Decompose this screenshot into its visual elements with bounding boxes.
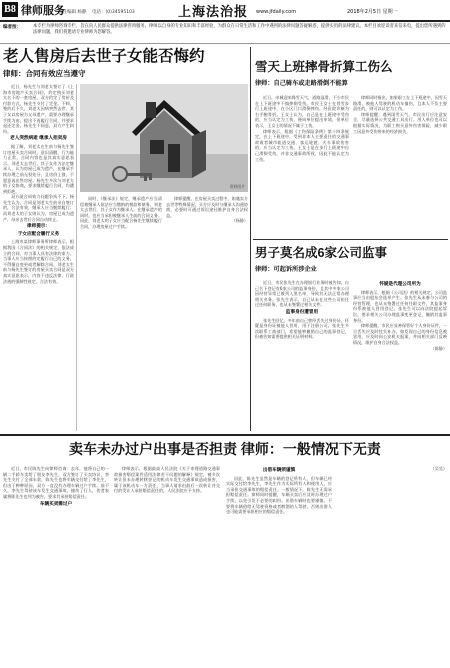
story1-col3 (166, 196, 248, 431)
phone-info: 电话：(0)34595103 (92, 10, 135, 15)
story4-col2 (114, 466, 220, 666)
story1-p5: 律师提醒，在房屋买卖过程中，如遇卖方去世等特殊情况，买方应及时与继承人沟通协商，必要时可通过诉讼途径维护自身合法权益。 (166, 196, 248, 218)
story1-p1: 据了解，刘老太在生前与杨先生签订房屋买卖合同时，意识清醒，行为能力正常，合同内容也是其真实意思表示。刘老太去世后，其子女作为法定继承人，认为房屋已成为遗产，在继承手续办理之前无权处分，且房价上涨，不愿意再出售房屋。杨先生多次与刘老太的子女协商，要求继续履行合同，均遭到拒绝。 (3, 143, 74, 194)
story1-lead: 近日，杨先生与刘老太签订了《上海市房地产买卖合同》，约定购买刘老太名下的一套房屋，双方约定了房价及付款方式，杨先生支付了定金。不料，签约后不久，刘老太因病突然去世，其子女以房屋为父母遗产、需要办理继承手续为由，提出不再履行合同，并要求退还定金。杨先生不同意，双方产生纠纷。 (3, 84, 74, 134)
story3-subhead-2: 怀疑是代理公司所为 (379, 282, 421, 287)
story4-p1: 近日，市民陈先生向律师咨询：去年，他将自己的一辆二手轿车卖给了朋友李先生，双方签订了买卖协议，李先生支付了全部车款，陈先生也将车辆交付给了李先生，但由于种种原因，双方一直没有办理车辆过户手续。前不久，李先生驾驶该车发生交通事故，撞伤了行人，伤者家属将陈先生也列为被告，要求其承担赔偿责任。 (3, 466, 109, 499)
story4-col1 (3, 466, 109, 666)
story2-col2 (353, 95, 447, 235)
story4-header (0, 440, 450, 458)
story1-col2 (80, 196, 162, 431)
story4-col4 (338, 466, 447, 666)
story2-p1: 近日，申城迎来降雪天气，道路湿滑，不少市民在上下班途中不慎摔倒受伤。市民王女士在冒雪步行上班途中，在小区门口滑倒摔伤，经医院诊断为右手腕骨折。王女士认为，自己是在上班途中受伤的，应当认定为工伤，便向单位提出申请，但单位表示，王女士的情况不属于工伤。 (255, 95, 349, 128)
column-divider (76, 84, 77, 431)
story4-p2: 律师表示，根据最高人民法院《关于审理道路交通事故损害赔偿案件适用法律若干问题的解释》规定，被多次转让但未办理转移登记的机动车发生交通事故造成损害，属于该机动车一方责任，当事人请求由最后一次转让并交付的受让人承担赔偿责任的，人民法院应予支持。 (114, 466, 220, 494)
masthead (0, 0, 450, 22)
story1-byline: （杨静） (231, 218, 248, 224)
story3-col1 (255, 280, 349, 431)
story3-p3: 律师表示，根据《公司法》的相关规定，公司监事应当由股东会选举产生。张先生从未参与公司的经营管理，也从未签署过任何任职文件，其监事身份系被他人冒用登记。张先生可以向法院提起诉讼，要求相关公司办理监事变更登记，撤销其监事身份。 (353, 289, 447, 323)
paper-name: 上海法治报 (178, 4, 249, 19)
story1-subtitle: 律师：合同有效应当遵守 (3, 69, 86, 78)
notice-label: 编者按： (3, 25, 21, 30)
story1-subhead-3: 于女应配合履行义务 (17, 231, 60, 237)
story4-p3: 因此，陈先生虽然是车辆的登记所有人，但车辆已经实际交付给李先生，李先生作为实际所有人和使用人，应当承担交通事故的赔偿责任。一般情况下，陈先生无需承担赔偿责任。律师同时提醒，车辆买卖后应及时办理过户手续，以免引发不必要的纠纷。出借车辆时也要谨慎，不要将车辆借给无驾驶资格或者醉酒的人驾驶，否则出借人也可能需要承担相应的赔偿责任。 (226, 475, 332, 515)
story-divider (253, 239, 448, 240)
section-divider (250, 47, 251, 431)
story2-p4: 律师提醒，遇到雨雪天气，市民出行应注意安全，尽量选择公共交通工具出行。用人单位也可以根据实际情况，为职工购买意外伤害保险，减少职工因意外受伤带来的经济损失。 (353, 111, 447, 134)
story2-col1 (255, 95, 349, 235)
page-logo: B8 (2, 2, 18, 17)
story4-col3 (226, 466, 332, 666)
story3-col2 (353, 280, 447, 431)
story1-p2: 双方就合同效力问题争执不下。杨先生认为，合同是刘老太生前亲自签订的，合法有效，继承人应当继续履行；而刘老太的子女则认为，房屋已成为遗产，母亲去世后合同自动终止。 (3, 194, 74, 222)
bottom-divider (0, 434, 450, 436)
website-link[interactable]: www.jfdaily.com (256, 9, 297, 15)
house-key-icon (80, 84, 248, 192)
story3-p2: 张先生回忆，多年前自己曾经丢失过身份证，怀疑是身份证被他人冒用，用于注册公司。张先生多次联系工商部门，希望能够撤销自己的监事登记，但被告知需要提供相关证明材料。 (255, 317, 349, 340)
story3-header (255, 246, 447, 273)
story3-byline: （陈静） (430, 345, 447, 351)
story4-subhead-1: 车辆买卖需过户 (39, 501, 73, 507)
story2-p3: 律师同时指出，如果职工在上下班途中，因雪天路滑，被他人驾驶的机动车撞伤，且本人不负主要责任的，则可以认定为工伤。 (353, 95, 447, 112)
story1-header (3, 47, 225, 79)
issue-date: 2018年2月5日 星期一 (347, 9, 398, 15)
story4-byline: （吴昊） (430, 466, 447, 471)
house-photo (80, 84, 248, 192)
editor-notice (0, 23, 450, 44)
story3-p1: 近日，市民张先生在办理银行业务时被告知，自己名下登记有6家公司的监事身份，且其中多家公司因经营异常已被列入黑名单，导致其无法正常办理相关业务。张先生表示，自己从未在这些公司担任过任何职务，也从未签署过相关文件。 (255, 280, 349, 308)
story1-col1 (3, 84, 74, 431)
notice-text: 本专栏为律师咨询专栏，旨在向人民群众提供法律咨询服务。律师以自身的专业知识和丰富经验，为群众在日常生活和工作中遇到的法律问题答疑解惑，提供实用的法律建议。本栏目欢迎读者来信来电，提出您所遇到的法律问题，我们将邀请专业律师为您解答。 (33, 24, 446, 35)
story1-subhead-1: 老人突然病逝 继承人拒卖房 (10, 136, 67, 142)
story3-subtitle: 律师：可起诉所涉企业 (255, 266, 317, 273)
story3-p4: 律师提醒，市民应妥善保管好个人身份证件，一旦丢失应及时挂失补办。如发现自己的身份信息被冒用，应及时向公安机关报案，并向相关部门反映情况，维护自身合法权益。 (353, 323, 447, 345)
story3-subhead-1: 监事身份遭冒用 (285, 309, 319, 315)
story2-p2: 律师表示，根据《工伤保险条例》第十四条规定，在上下班途中，受到非本人主要责任的交通事故或者城市轨道交通、客运轮渡、火车事故伤害的，应当认定为工伤。王女士是在步行上班途中自己滑倒受伤，并非交通事故所致，因此不能认定为工伤。 (255, 128, 349, 162)
story4-subhead-2: 出借车辆须谨慎 (262, 468, 296, 473)
photo-credit: 资料图片 (229, 184, 245, 189)
section-title: 律师服务 (21, 4, 65, 17)
story3-title: 男子莫名成6家公司监事 (255, 246, 387, 260)
story1-p3: 上海市某律师事务所律师表示，根据我国《合同法》的相关规定，依法成立的合同，对当事人具有法律约束力。当事人应当按照约定履行自己的义务，不得擅自变更或者解除合同。刘老太生前与杨先生签订的房屋买卖合同是双方真实意思表示，内容不违反法律、行政法规的强制性规定，合法有效。 (3, 239, 74, 284)
story1-title: 老人售房后去世子女能否悔约 (3, 48, 205, 65)
story2-title: 雪天上班摔骨折算工伤么 (255, 60, 393, 74)
story2-header (255, 60, 447, 87)
story2-subtitle: 律师：自己骑车或走路滑倒不能算 (255, 80, 348, 87)
editor-info: 责任编辑 杨静 (58, 10, 87, 15)
story4-title: 卖车未办过户出事是否担责 律师：一般情况下无责 (69, 441, 381, 457)
story1-subhead-2: 律师提示： (27, 224, 50, 230)
story1-p4: 同时，《继承法》规定，继承遗产应当清偿被继承人依法应当缴纳的税款和债务。刘老太去世后，其子女作为继承人，在继承遗产的同时，也应当承担被继承人生前的合同义务。因此，刘老太的子女应当配合杨先生继续履行合同，办理房屋过户手续。 (80, 196, 162, 229)
